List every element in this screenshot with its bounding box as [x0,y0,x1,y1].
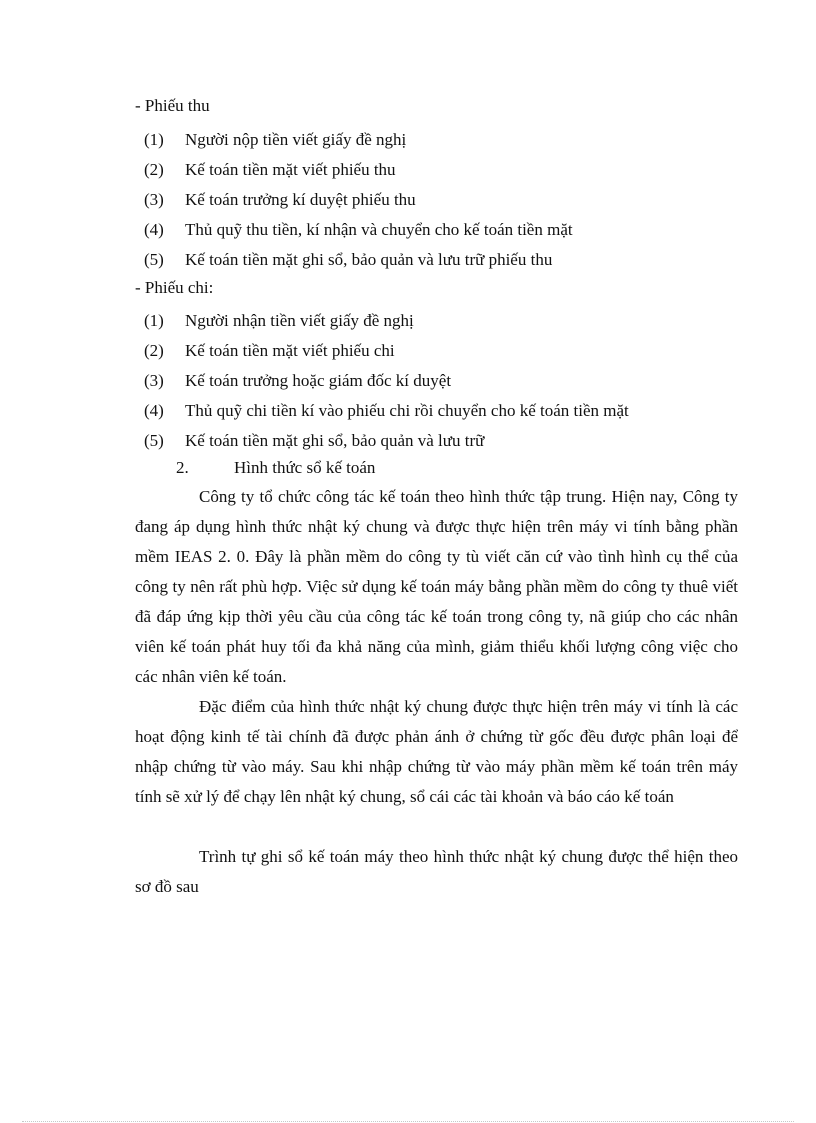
page-bottom-divider [22,1121,794,1122]
step-number: (1) [144,311,164,330]
step-text: Thủ quỹ chi tiền kí vào phiếu chi rồi chuyển cho kế toán tiền mặt [185,401,629,420]
section-title: Hình thức sổ kế toán [234,458,376,477]
paragraph-3: Trình tự ghi sổ kế toán máy theo hình thức nhật ký chung được thể hiện theo sơ đồ sau [135,847,738,896]
step-number: (4) [144,401,164,420]
receipt-step-5 [144,250,552,270]
paragraph-1: Công ty tổ chức công tác kế toán theo hình thức tập trung. Hiện nay, Công ty đang áp dụng hình thức nhật ký chung và được thực hiện trên máy vi tính bằng phần mềm IEAS 2. 0. Đây là phần mềm do công ty tù viết căn cứ vào tình hình cụ thể của công ty nên rất phù hợp. Việc sử dụng kế toán máy bằng phần mềm do công ty thuê viết đã đáp ứng kịp thời yêu cầu của công tác kế toán trong công ty, nã giúp cho các nhân viên kế toán phát huy tối đa khả năng của mình, giảm thiểu khối lượng công việc cho các nhân viên kế toán. [135,487,738,686]
step-text: Kế toán tiền mặt viết phiếu chi [185,341,395,360]
step-text: Thủ quỹ thu tiền, kí nhận và chuyển cho kế toán tiền mặt [185,220,573,239]
payment-step-1 [144,311,414,331]
payment-step-3 [144,371,451,391]
receipt-step-2 [144,160,396,180]
step-number: (5) [144,431,164,450]
receipt-step-1 [144,130,406,150]
step-number: (3) [144,371,164,390]
step-text: Kế toán trưởng kí duyệt phiếu thu [185,190,416,209]
section-number: 2. [176,458,189,477]
step-number: (2) [144,341,164,360]
step-number: (5) [144,250,164,269]
step-number: (1) [144,130,164,149]
paragraph-2: Đặc điểm của hình thức nhật ký chung được thực hiện trên máy vi tính là các hoạt động kinh tế tài chính đã được phản ánh ở chứng từ gốc đều được phân loại để nhập chứng từ vào máy. Sau khi nhập chứng từ vào máy phần mềm kế toán trên máy tính sẽ xử lý để chạy lên nhật ký chung, sổ cái các tài khoản và báo cáo kế toán [135,697,738,806]
step-text: Kế toán tiền mặt viết phiếu thu [185,160,396,179]
step-text: Kế toán tiền mặt ghi sổ, bảo quản và lưu trữ phiếu thu [185,250,553,269]
step-text: Kế toán tiền mặt ghi sổ, bảo quản và lưu trữ [185,431,485,450]
section-heading [176,458,375,478]
payment-step-2 [144,341,395,361]
payment-heading: - Phiếu chi: [135,278,214,297]
step-number: (2) [144,160,164,179]
step-text: Người nộp tiền viết giấy đề nghị [185,130,407,149]
step-number: (4) [144,220,164,239]
payment-step-4 [144,401,629,421]
step-number: (3) [144,190,164,209]
step-text: Kế toán trưởng hoặc giám đốc kí duyệt [185,371,452,390]
step-text: Người nhận tiền viết giấy đề nghị [185,311,414,330]
payment-step-5 [144,431,484,451]
receipt-heading: - Phiếu thu [135,96,210,115]
receipt-step-3 [144,190,416,210]
receipt-step-4 [144,220,573,240]
